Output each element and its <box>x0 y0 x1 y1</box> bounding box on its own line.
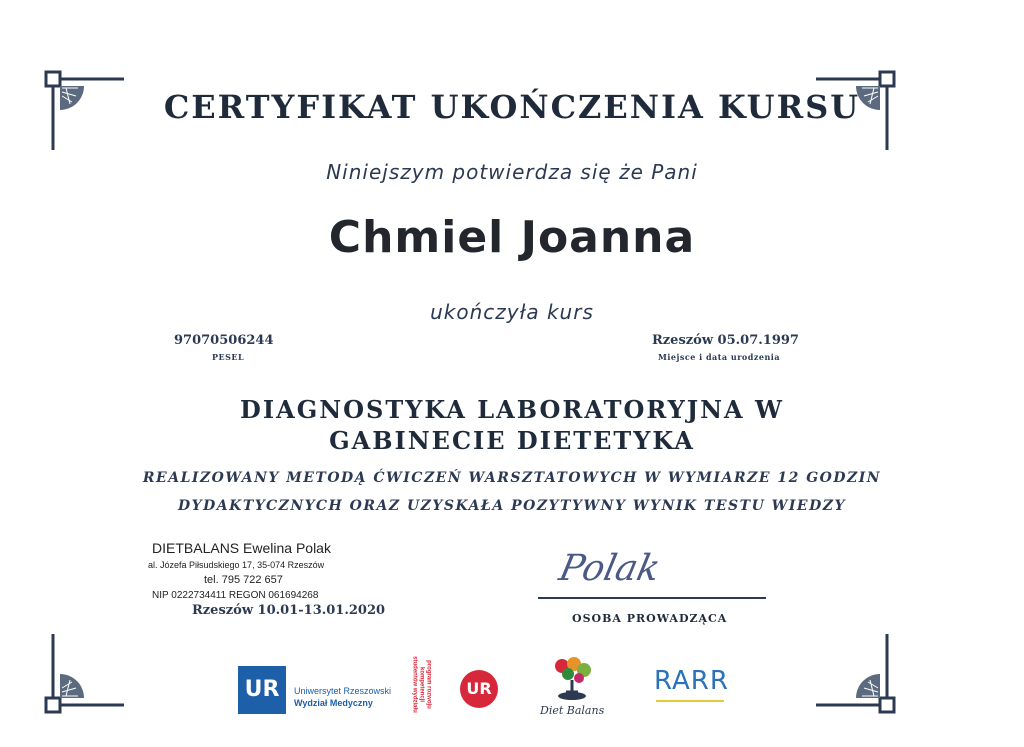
program-logo-text: program rozwoju kompetencji studentów wydziału <box>411 656 432 713</box>
stamp-phone: tel. 795 722 657 <box>204 574 283 586</box>
ur-logo-mark: UR <box>244 677 280 702</box>
dietbalans-logo-text: Diet Balans <box>540 704 605 717</box>
rarr-logo-underline <box>656 700 724 702</box>
course-title <box>0 394 1024 456</box>
corner-ornament-bottom-left <box>44 632 126 714</box>
dietbalans-logo-icon <box>548 656 596 702</box>
pesel-label: PESEL <box>212 352 245 362</box>
signature-line <box>538 597 766 599</box>
rarr-logo-text: RARR <box>654 666 729 696</box>
signature-label: OSOBA PROWADZĄCA <box>572 612 728 625</box>
stamp-place-date: Rzeszów 10.01-13.01.2020 <box>192 603 386 618</box>
birth-label: Miejsce i data urodzenia <box>658 352 781 362</box>
ur-logo-text-1: Uniwersytet Rzeszowski <box>294 686 392 696</box>
ur-logo-text-2: Wydział Medyczny <box>294 698 373 708</box>
intro-text: Niniejszym potwierdza się że Pani <box>326 160 698 184</box>
stamp-ids: NIP 0222734411 REGON 061694268 <box>152 590 319 601</box>
certificate-title: CERTYFIKAT UKOŃCZENIA KURSU <box>163 88 861 126</box>
birth-value: Rzeszów 05.07.1997 <box>652 333 799 348</box>
ur-logo <box>238 666 286 714</box>
pesel-value: 97070506244 <box>174 333 274 348</box>
course-description-line-2: DYDAKTYCZNYCH ORAZ UZYSKAŁA POZYTYWNY WYNIK TESTU WIEDZY <box>178 498 846 514</box>
stamp-address: al. Józefa Piłsudskiego 17, 35-074 Rzeszów <box>148 560 325 570</box>
program-logo-mark: UR <box>460 670 498 708</box>
recipient-name: Chmiel Joanna <box>328 212 696 263</box>
completed-text: ukończyła kurs <box>430 300 594 324</box>
corner-ornament-bottom-right <box>814 632 896 714</box>
stamp-company: DIETBALANS Ewelina Polak <box>152 540 331 556</box>
course-title-line-1: DIAGNOSTYKA LABORATORYJNA W <box>240 395 784 424</box>
signature-scribble: Polak <box>555 548 664 589</box>
course-description-line-1: REALIZOWANY METODĄ ĆWICZEŃ WARSZTATOWYCH W WYMIARZE 12 GODZIN <box>142 470 882 486</box>
course-title-line-2: GABINECIE DIETETYKA <box>329 426 695 455</box>
